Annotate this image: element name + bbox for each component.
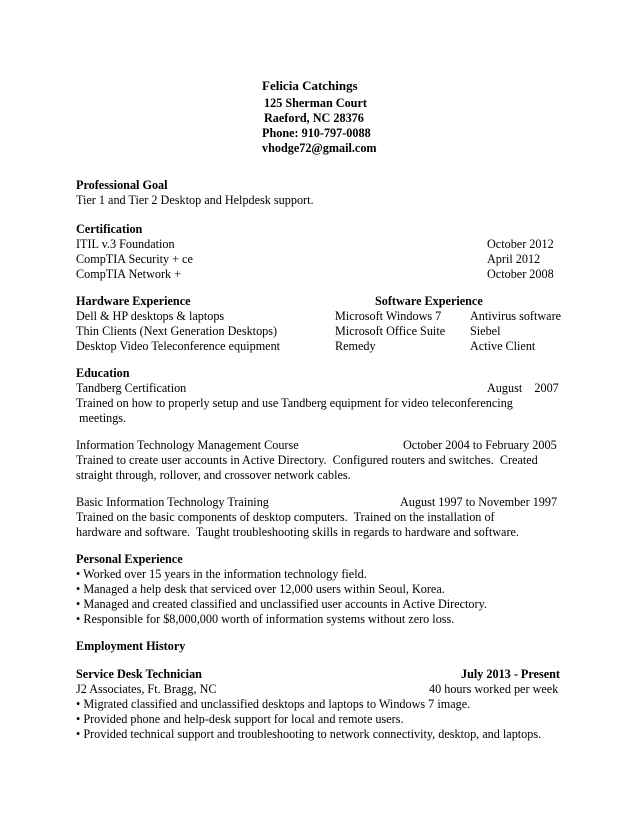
- employment-heading: Employment History: [76, 639, 186, 653]
- job-bullet: • Provided phone and help-desk support for local and remote users.: [76, 712, 404, 726]
- education-title: Basic Information Technology Training: [76, 495, 269, 509]
- personal-bullet: • Worked over 15 years in the information technology field.: [76, 567, 367, 581]
- email-address: vhodge72@gmail.com: [262, 141, 377, 155]
- software-item: Microsoft Windows 7: [335, 309, 442, 323]
- applicant-name: Felicia Catchings: [262, 78, 358, 93]
- goal-heading: Professional Goal: [76, 178, 168, 192]
- education-date: August 1997 to November 1997: [400, 495, 558, 509]
- software-item: Microsoft Office Suite: [335, 324, 446, 338]
- hardware-item: Desktop Video Teleconference equipment: [76, 339, 281, 353]
- certification-heading: Certification: [76, 222, 143, 236]
- hardware-experience-heading: Hardware Experience: [76, 294, 191, 308]
- education-heading: Education: [76, 366, 130, 380]
- certification-name: ITIL v.3 Foundation: [76, 237, 175, 251]
- education-description: Trained on the basic components of desktop computers. Trained on the installation of: [76, 510, 495, 524]
- work-hours: 40 hours worked per week: [429, 682, 559, 696]
- job-title: Service Desk Technician: [76, 667, 202, 681]
- certification-date: October 2008: [487, 267, 554, 281]
- software-item: Siebel: [470, 324, 501, 338]
- hardware-item: Thin Clients (Next Generation Desktops): [76, 324, 278, 338]
- personal-bullet: • Responsible for $8,000,000 worth of information systems without zero loss.: [76, 612, 455, 626]
- job-bullet: • Migrated classified and unclassified desktops and laptops to Windows 7 image.: [76, 697, 471, 711]
- company-name: J2 Associates, Ft. Bragg, NC: [76, 682, 217, 696]
- hardware-item: Dell & HP desktops & laptops: [76, 309, 225, 323]
- personal-bullet: • Managed a help desk that serviced over 12,000 users within Seoul, Korea.: [76, 582, 445, 596]
- certification-date: April 2012: [487, 252, 541, 266]
- education-description: straight through, rollover, and crossover network cables.: [76, 468, 351, 482]
- education-date: August 2007: [487, 381, 559, 395]
- software-item: Active Client: [470, 339, 536, 353]
- goal-text: Tier 1 and Tier 2 Desktop and Helpdesk support.: [76, 193, 314, 207]
- personal-bullet: • Managed and created classified and unclassified user accounts in Active Directory.: [76, 597, 487, 611]
- software-item: Antivirus software: [470, 309, 562, 323]
- job-bullet: • Provided technical support and troubleshooting to network connectivity, desktop, and laptops.: [76, 727, 542, 741]
- personal-experience-heading: Personal Experience: [76, 552, 183, 566]
- address-line-1: 125 Sherman Court: [264, 96, 367, 110]
- software-item: Remedy: [335, 339, 376, 353]
- education-description: hardware and software. Taught troubleshooting skills in regards to hardware and software.: [76, 525, 519, 539]
- phone-number: Phone: 910-797-0088: [262, 126, 371, 140]
- certification-date: October 2012: [487, 237, 554, 251]
- job-dates: July 2013 - Present: [461, 667, 560, 681]
- education-description: Trained to create user accounts in Active Directory. Configured routers and switches. Created: [76, 453, 538, 467]
- education-date: October 2004 to February 2005: [403, 438, 557, 452]
- certification-name: CompTIA Security + ce: [76, 252, 193, 266]
- education-title: Information Technology Management Course: [76, 438, 299, 452]
- education-title: Tandberg Certification: [76, 381, 187, 395]
- address-line-2: Raeford, NC 28376: [264, 111, 364, 125]
- education-description: meetings.: [76, 411, 127, 425]
- certification-name: CompTIA Network +: [76, 267, 182, 281]
- education-description: Trained on how to properly setup and use Tandberg equipment for video teleconferencing: [76, 396, 513, 410]
- software-experience-heading: Software Experience: [375, 294, 483, 308]
